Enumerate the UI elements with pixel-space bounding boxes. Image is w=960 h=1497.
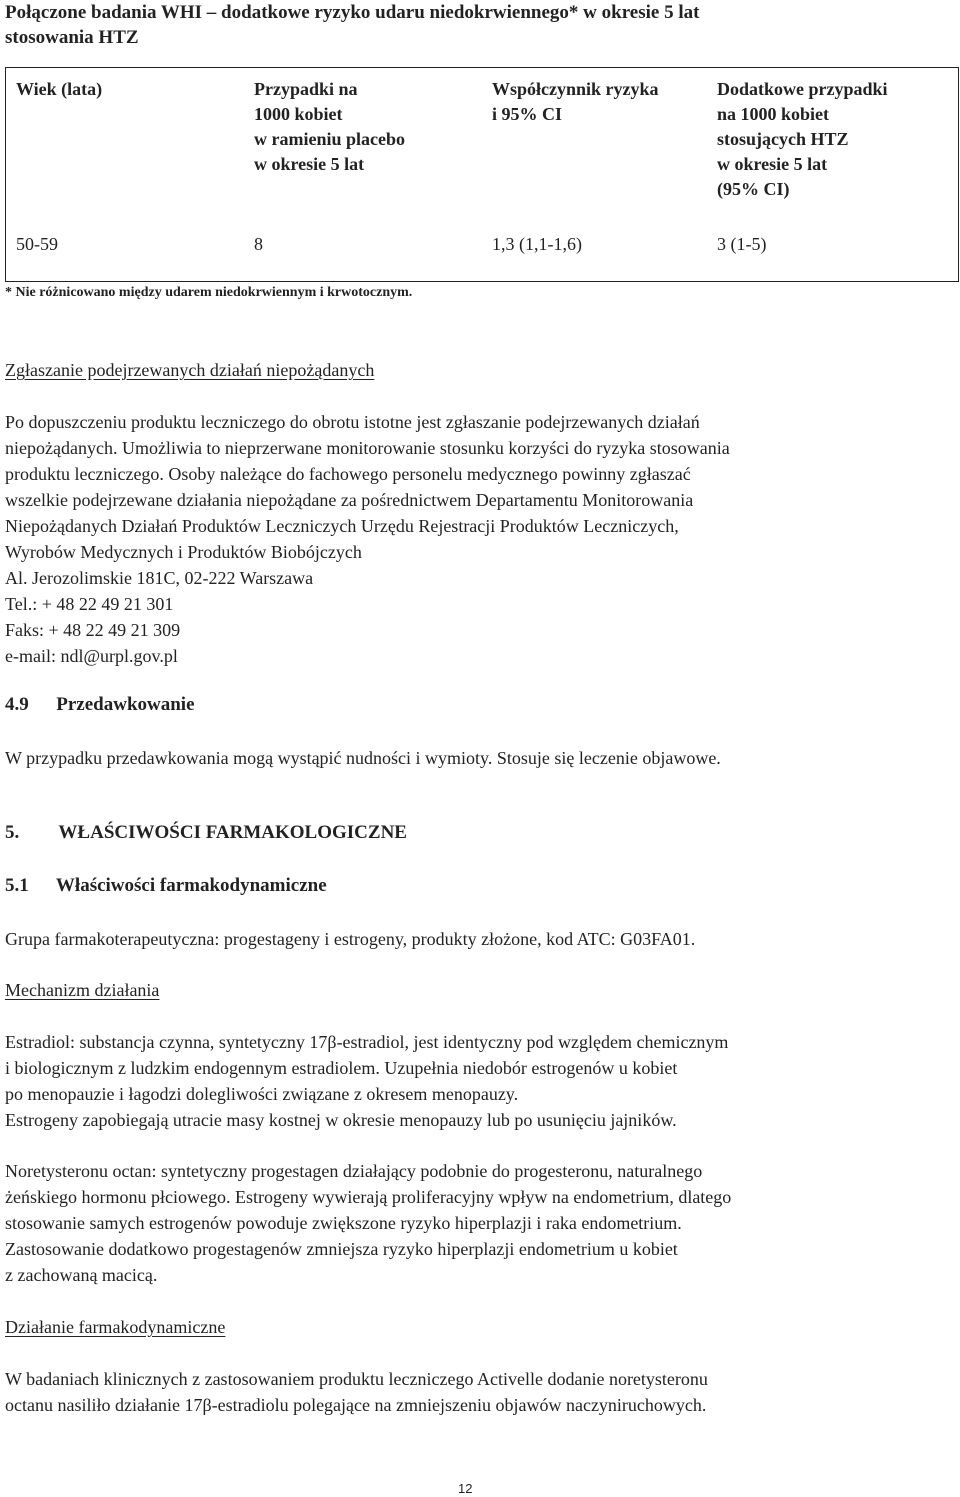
title-line-2: stosowania HTZ: [5, 27, 139, 48]
reporting-heading: Zgłaszanie podejrzewanych działań niepożądanych: [5, 360, 375, 380]
section-title: WŁAŚCIWOŚCI FARMAKOLOGICZNE: [58, 822, 407, 843]
section-4-9-text: W przypadku przedawkowania mogą wystąpić nudności i wymioty. Stosuje się leczenie objawowe.: [5, 748, 721, 768]
pharmacodynamic-paragraph: W badaniach klinicznych z zastosowaniem produktu leczniczego Activelle dodanie noretysteronu octanu nasiliło działanie 17β-estradiolu polegające na zmniejszeniu objawów naczyniruchowych.: [5, 1369, 708, 1415]
section-5-1-heading: [5, 873, 327, 899]
section-title: Przedawkowanie: [56, 694, 195, 715]
document-title: [5, 0, 699, 50]
section-title: Właściwości farmakodynamiczne: [55, 875, 327, 896]
reporting-paragraph: Po dopuszczeniu produktu leczniczego do obrotu istotne jest zgłaszanie podejrzewanych działań niepożądanych. Umożliwia to nieprzerwane monitorowanie stosunku korzyści do ryzyka stosowania produktu leczniczego. Osoby należące do fachowego personelu medycznego powinny zgłaszać wszelkie podejrzewane działania niepożądane za pośrednictwem Departamentu Monitorowania Niepożądanych Działań Produktów Leczniczych Urzędu Rejestracji Produktów Leczniczych, Wyrobów Medycznych i Produktów Biobójczych Al. Jerozolimskie 181C, 02-222 Warszawa Tel.: + 48 22 49 21 301 Faks: + 48 22 49 21 309 e-mail: ndl@urpl.gov.pl: [5, 412, 730, 666]
table-header-risk-ratio: Współczynnik ryzyka i 95% CI: [492, 79, 659, 124]
table-header-age: Wiek (lata): [16, 79, 103, 99]
section-5-1-text: Grupa farmakoterapeutyczna: progestageny i estrogeny, produkty złożone, kod ATC: G03FA01.: [5, 929, 696, 949]
table-cell-additional-cases: 3 (1-5): [717, 234, 767, 254]
section-number: 4.9: [5, 694, 29, 715]
pharmacodynamic-heading: Działanie farmakodynamiczne: [5, 1317, 226, 1337]
table-header-additional-cases: Dodatkowe przypadki na 1000 kobiet stosujących HTZ w okresie 5 lat (95% CI): [717, 79, 888, 199]
title-line-1: Połączone badania WHI – dodatkowe ryzyko udaru niedokrwiennego* w okresie 5 lat: [5, 2, 700, 23]
mechanism-heading: Mechanizm działania: [5, 980, 160, 1000]
section-5-heading: [5, 820, 407, 846]
section-4-9-heading: [5, 692, 195, 718]
mechanism-paragraph-2: Noretysteronu octan: syntetyczny progestagen działający podobnie do progesteronu, naturalnego żeńskiego hormonu płciowego. Estrogeny wywierają proliferacyjny wpływ na endometrium, dlatego stosowanie samych estrogenów powoduje zwiększone ryzyko hiperplazji i raka endometrium. Zastosowanie dodatkowo progestagenów zmniejsza ryzyko hiperplazji endometrium u kobiet z zachowaną macicą.: [5, 1161, 732, 1285]
section-number: 5.: [5, 822, 20, 843]
table-cell-age: 50-59: [16, 234, 58, 254]
table-cell-placebo-cases: 8: [254, 234, 263, 254]
table-cell-risk-ratio: 1,3 (1,1-1,6): [492, 234, 582, 254]
page-number: 12: [458, 1481, 473, 1496]
section-number: 5.1: [5, 875, 29, 896]
risk-table: [5, 67, 959, 282]
mechanism-paragraph-1: Estradiol: substancja czynna, syntetyczny 17β-estradiol, jest identyczny pod względem chemicznym i biologicznym z ludzkim endogennym estradiolem. Uzupełnia niedobór estrogenów u kobiet po menopauzie i łagodzi dolegliwości związane z okresem menopauzy. Estrogeny zapobiegają utracie masy kostnej w okresie menopauzy lub po usunięciu jajników.: [5, 1032, 729, 1130]
table-header-placebo-cases: Przypadki na 1000 kobiet w ramieniu placebo w okresie 5 lat: [254, 79, 405, 174]
table-footnote: * Nie różnicowano między udarem niedokrwiennym i krwotocznym.: [5, 285, 413, 300]
